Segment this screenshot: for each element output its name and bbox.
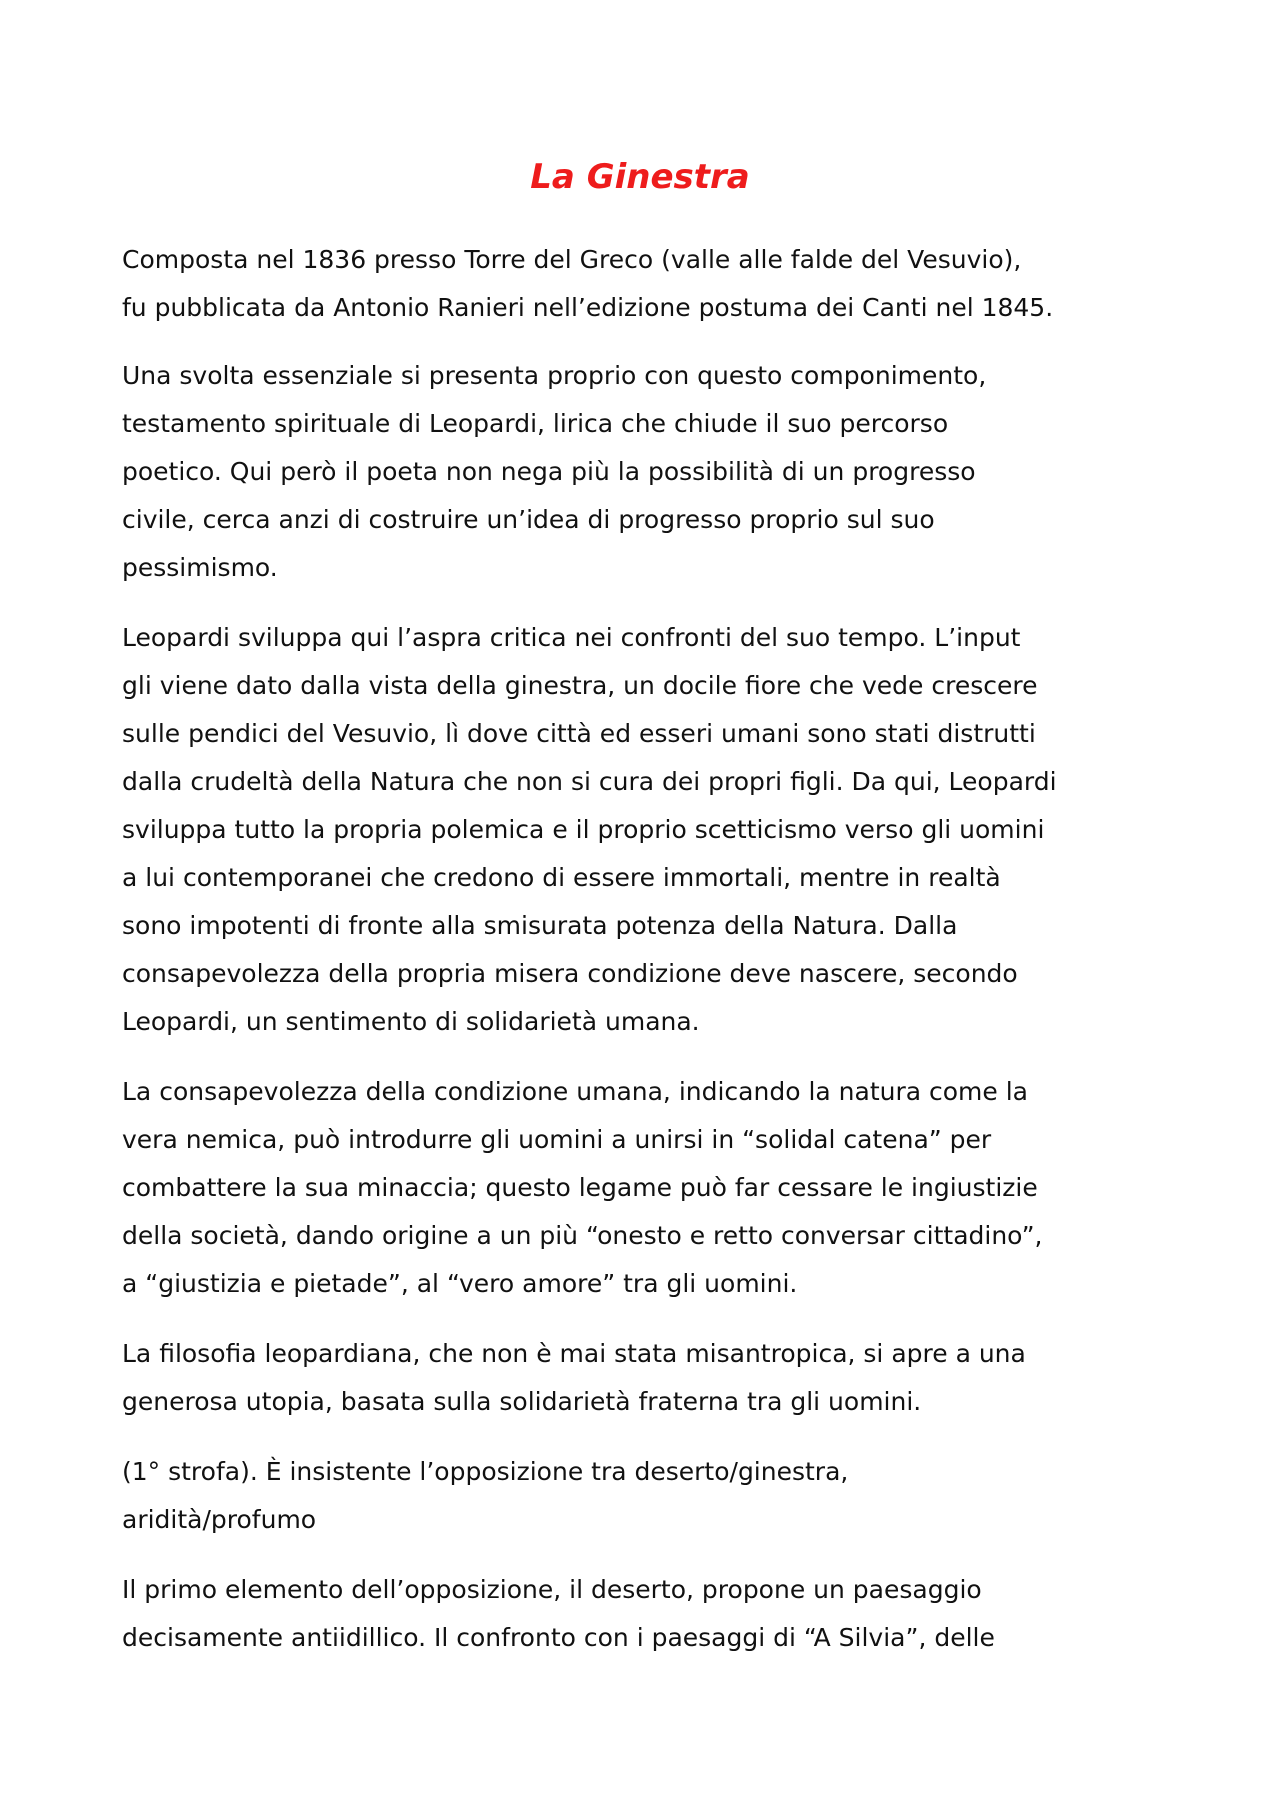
text-line: decisamente antiidillico. Il confronto con i paesaggi di “A Silvia”, delle xyxy=(122,1623,995,1652)
text-line: sviluppa tutto la propria polemica e il proprio scetticismo verso gli uomini xyxy=(122,815,1045,844)
text-line: Il primo elemento dell’opposizione, il deserto, propone un paesaggio xyxy=(122,1575,982,1604)
text-line: poetico. Qui però il poeta non nega più la possibilità di un progresso xyxy=(122,457,976,486)
document-body xyxy=(122,236,1172,1684)
text-line: combattere la sua minaccia; questo legame può far cessare le ingiustizie xyxy=(122,1173,1038,1202)
text-line: consapevolezza della propria misera condizione deve nascere, secondo xyxy=(122,959,1018,988)
paragraph-desert xyxy=(122,1566,1172,1662)
paragraph-critique xyxy=(122,614,1172,1046)
paragraph-composition xyxy=(122,236,1172,332)
text-line: sono impotenti di fronte alla smisurata potenza della Natura. Dalla xyxy=(122,911,958,940)
paragraph-human-condition xyxy=(122,1068,1172,1308)
text-line: generosa utopia, basata sulla solidarietà fraterna tra gli uomini. xyxy=(122,1387,922,1416)
text-line: vera nemica, può introdurre gli uomini a unirsi in “solidal catena” per xyxy=(122,1125,992,1154)
text-line: La consapevolezza della condizione umana, indicando la natura come la xyxy=(122,1077,1029,1106)
text-line: gli viene dato dalla vista della ginestra, un docile fiore che vede crescere xyxy=(122,671,1038,700)
text-line: (1° strofa). È insistente l’opposizione tra deserto/ginestra, xyxy=(122,1457,849,1486)
text-line: Una svolta essenziale si presenta proprio con questo componimento, xyxy=(122,361,987,390)
text-line: a “giustizia e pietade”, al “vero amore” tra gli uomini. xyxy=(122,1269,798,1298)
text-line: Leopardi, un sentimento di solidarietà umana. xyxy=(122,1007,700,1036)
text-line: della società, dando origine a un più “onesto e retto conversar cittadino”, xyxy=(122,1221,1043,1250)
paragraph-turning-point xyxy=(122,352,1172,592)
text-line: fu pubblicata da Antonio Ranieri nell’edizione postuma dei Canti nel 1845. xyxy=(122,293,1054,322)
text-line: testamento spirituale di Leopardi, lirica che chiude il suo percorso xyxy=(122,409,949,438)
text-line: Leopardi sviluppa qui l’aspra critica nei confronti del suo tempo. L’input xyxy=(122,623,1021,652)
document-title: La Ginestra xyxy=(530,157,750,197)
text-line: dalla crudeltà della Natura che non si cura dei propri figli. Da qui, Leopardi xyxy=(122,767,1057,796)
text-line: pessimismo. xyxy=(122,553,278,582)
text-line: La filosofia leopardiana, che non è mai stata misantropica, si apre a una xyxy=(122,1339,1026,1368)
text-line: a lui contemporanei che credono di essere immortali, mentre in realtà xyxy=(122,863,1001,892)
text-line: aridità/profumo xyxy=(122,1505,317,1534)
text-line: civile, cerca anzi di costruire un’idea di progresso proprio sul suo xyxy=(122,505,935,534)
text-line: sulle pendici del Vesuvio, lì dove città ed esseri umani sono stati distrutti xyxy=(122,719,1036,748)
text-line: Composta nel 1836 presso Torre del Greco (valle alle falde del Vesuvio), xyxy=(122,245,1022,274)
paragraph-first-stanza xyxy=(122,1448,1172,1544)
paragraph-philosophy xyxy=(122,1330,1172,1426)
